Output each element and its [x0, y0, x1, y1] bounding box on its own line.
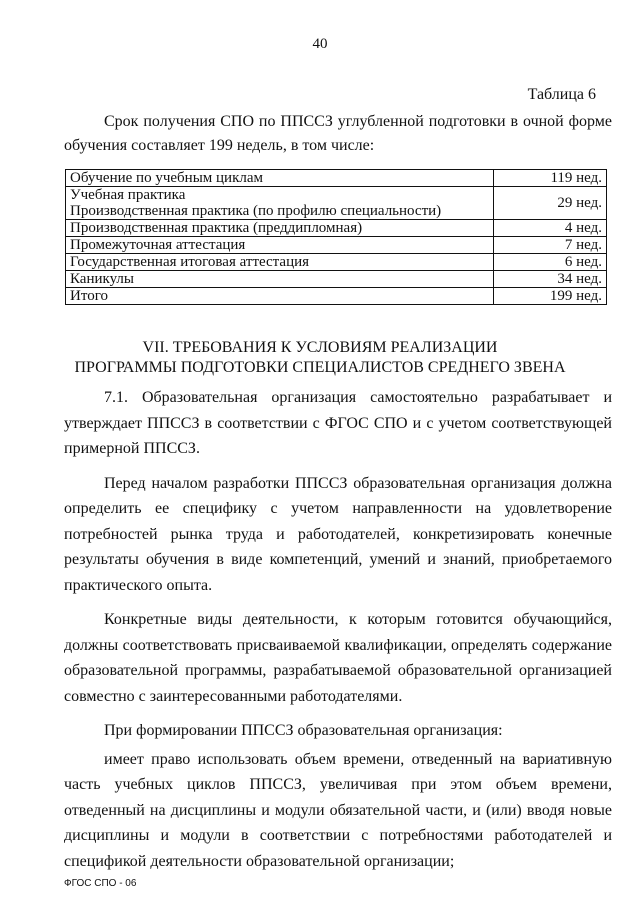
- page-number: 40: [312, 36, 328, 52]
- section-heading: [0, 338, 640, 378]
- table-caption: Таблица 6: [527, 86, 596, 103]
- table-cell-label: Каникулы: [66, 271, 494, 288]
- paragraph: При формировании ППССЗ образовательная организация:: [104, 722, 503, 739]
- table-cell-label: Промежуточная аттестация: [66, 237, 494, 254]
- table-cell-value: 6 нед.: [494, 254, 607, 271]
- table-row: [66, 187, 607, 220]
- section-heading-line: VII. ТРЕБОВАНИЯ К УСЛОВИЯМ РЕАЛИЗАЦИИ: [142, 339, 498, 356]
- table-cell-value: 4 нед.: [494, 220, 607, 237]
- body-text: [64, 385, 612, 883]
- table-cell-label: Производственная практика (преддипломная): [66, 220, 494, 237]
- table-cell-label: Итого: [66, 288, 494, 305]
- table-row: [66, 170, 607, 187]
- table-cell-value: 7 нед.: [494, 237, 607, 254]
- table-cell-value: 34 нед.: [494, 271, 607, 288]
- table-cell-value: 29 нед.: [494, 187, 607, 220]
- table-cell-label: Государственная итоговая аттестация: [66, 254, 494, 271]
- paragraph: Конкретные виды деятельности, к которым готовится обучающийся, должны соответствовать присваиваемой квалификации, определять содержание образовательной программы, разрабатываемой образовательной организацией совместно с заинтересованными работодателями.: [64, 611, 612, 705]
- table-cell-label: Учебная практика Производственная практика (по профилю специальности): [66, 187, 494, 220]
- footer-code: ФГОС СПО - 06: [64, 878, 137, 889]
- table-row: [66, 220, 607, 237]
- table-row: [66, 237, 607, 254]
- table-row: [66, 271, 607, 288]
- paragraph: Перед началом разработки ППССЗ образовательная организация должна определить ее специфику с учетом направленности на удовлетворение потребностей рынка труда и работодателей, конкретизировать конечные результаты обучения в виде компетенций, умений и знаний, приобретаемого практического опыта.: [64, 474, 612, 594]
- table-cell-label: Обучение по учебным циклам: [66, 170, 494, 187]
- paragraph: имеет право использовать объем времени, отведенный на вариативную часть учебных циклов ППССЗ, увеличивая при этом объем времени, отведенный на дисциплины и модули обязательной части, и (или) вводя новые дисциплины и модули в соответствии с потребностями работодателей и спецификой деятельности образовательной организации;: [64, 750, 612, 870]
- table-cell-value: 199 нед.: [494, 288, 607, 305]
- table-row: [66, 254, 607, 271]
- table-row: [66, 288, 607, 305]
- section-heading-line: ПРОГРАММЫ ПОДГОТОВКИ СПЕЦИАЛИСТОВ СРЕДНЕГО ЗВЕНА: [74, 359, 566, 376]
- table-cell-value: 119 нед.: [494, 170, 607, 187]
- intro-paragraph: Срок получения СПО по ППССЗ углубленной подготовки в очной форме обучения составляет 199 недель, в том числе:: [64, 113, 612, 154]
- duration-table: [65, 169, 607, 305]
- paragraph-7-1: 7.1. Образовательная организация самостоятельно разрабатывает и утверждает ППССЗ в соответствии с ФГОС СПО и с учетом соответствующей примерной ППССЗ.: [64, 389, 612, 457]
